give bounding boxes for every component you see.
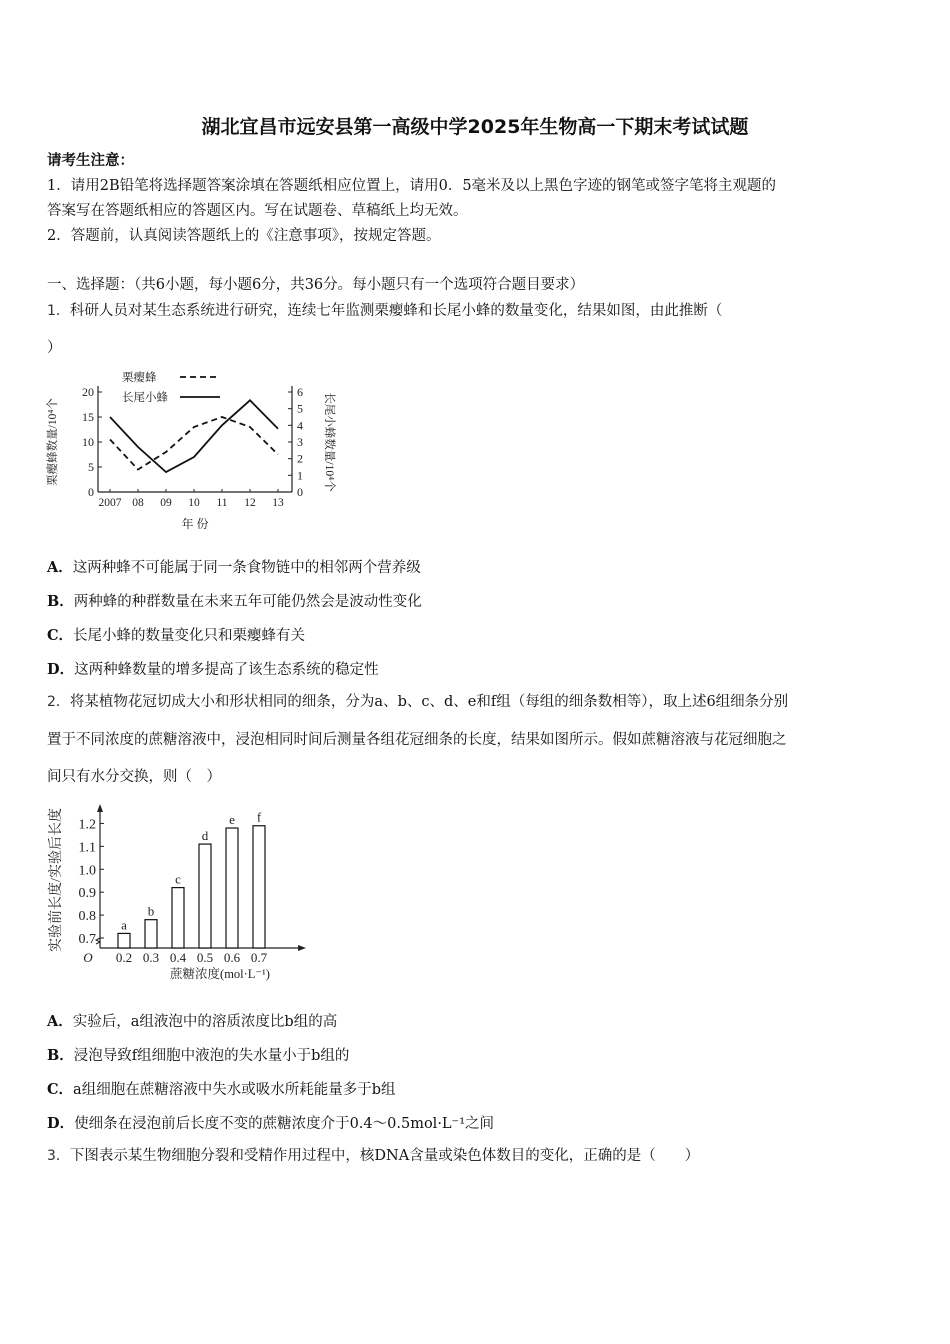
y-tick-label: 0.7 — [78, 932, 96, 947]
left-tick-label: 15 — [82, 410, 94, 424]
right-tick-label: 3 — [297, 435, 303, 449]
left-tick-label: 10 — [82, 435, 94, 449]
bar — [253, 826, 265, 948]
bar-label: b — [147, 903, 155, 919]
x-tick-label: 08 — [132, 497, 144, 509]
x-tick-label: 10 — [188, 497, 200, 509]
left-tick-label: 0 — [88, 485, 94, 499]
right-tick-label: 2 — [297, 451, 303, 466]
option-key: B． — [47, 1047, 74, 1064]
bar — [172, 888, 184, 948]
option-key: C． — [47, 1081, 74, 1098]
question-1-number: 1． — [47, 303, 70, 319]
option-text: 浸泡导致f组细胞中液泡的失水量小于b组的 — [73, 1048, 350, 1064]
question-3-stem — [47, 1146, 907, 1166]
right-y-axis-label: 长尾小蜂数量/10⁴个 — [323, 392, 335, 492]
bar — [199, 844, 211, 948]
x-tick-label: 09 — [160, 497, 172, 509]
bar — [226, 828, 238, 948]
notice-heading: 请考生注意： — [47, 152, 134, 169]
left-tick-label: 5 — [88, 460, 94, 474]
y-axis-arrow-icon — [97, 804, 103, 812]
question-2-stem-line-1: 将某植物花冠切成大小和形状相同的细条，分为a、b、c、d、e和f组（每组的细条数相等），取上述6组细条分别 — [69, 694, 789, 710]
question-1-option-b[interactable] — [47, 590, 422, 611]
x-tick-label: 0.2 — [115, 950, 133, 965]
x-tick-label: 0.4 — [169, 950, 187, 965]
right-tick-label: 6 — [297, 385, 303, 399]
question-2-option-c[interactable] — [47, 1078, 395, 1099]
section-heading: 一、选择题：（共6小题，每小题6分，共36分。每小题只有一个选项符合题目要求） — [47, 277, 585, 293]
y-axis-label: 实验前长度/实验后长度 — [49, 808, 64, 952]
y-tick-label: 1.2 — [78, 817, 96, 833]
option-key: D． — [47, 1115, 75, 1132]
option-key: A． — [47, 559, 73, 576]
question-1-option-a[interactable] — [47, 556, 421, 577]
right-tick-label: 0 — [297, 485, 303, 499]
bar-label: f — [256, 809, 262, 825]
x-axis-label: 蔗糖浓度(mol·L⁻¹) — [170, 967, 270, 981]
right-tick-label: 4 — [297, 418, 303, 433]
question-1-option-c[interactable] — [47, 624, 305, 645]
question-2-option-b[interactable] — [47, 1044, 349, 1065]
bar-label: d — [201, 828, 209, 844]
option-key: A． — [47, 1013, 73, 1030]
legend-label: 栗瘿蜂 — [122, 372, 157, 384]
left-y-axis-label: 栗瘿蜂数量/10⁴个 — [47, 398, 59, 486]
x-axis-arrow-icon — [298, 945, 306, 951]
question-2-stem-line-2: 置于不同浓度的蔗糖溶液中，浸泡相同时间后测量各组花冠细条的长度，结果如图所示。假如蔗糖溶液与花冠细胞之 — [47, 732, 787, 748]
question-2-option-d[interactable] — [47, 1112, 494, 1133]
question-1-stem-line-2: ） — [47, 340, 62, 356]
question-2-option-a[interactable] — [47, 1010, 337, 1031]
series-line-solid — [110, 400, 278, 472]
right-tick-label: 1 — [297, 468, 303, 483]
option-key: C． — [47, 627, 74, 644]
bar — [145, 920, 157, 948]
bar-label: a — [121, 917, 127, 933]
option-text: 这两种蜂不可能属于同一条食物链中的相邻两个营养级 — [72, 560, 421, 576]
notice-item-2: 2．答题前，认真阅读答题纸上的《注意事项》，按规定答题。 — [47, 228, 441, 244]
y-tick-label: 1.0 — [78, 863, 96, 879]
notice-item-1-line-1: 1．请用2B铅笔将选择题答案涂填在答题纸相应位置上，请用0．5毫米及以上黑色字迹的钢笔或签字笔将主观题的 — [47, 178, 777, 194]
y-tick-label: 0.8 — [78, 909, 96, 925]
y-tick-label: 1.1 — [78, 840, 96, 856]
question-3-number: 3． — [47, 1148, 70, 1164]
question-2-number: 2． — [47, 694, 70, 710]
bar — [118, 933, 130, 948]
page-title: 湖北宜昌市远安县第一高级中学2025年生物高一下期末考试试题 — [201, 116, 749, 138]
x-tick-label: 12 — [244, 497, 256, 509]
bar-label: c — [175, 871, 181, 887]
x-tick-label: 13 — [272, 497, 284, 509]
x-tick-label: 0.7 — [250, 950, 268, 965]
notice-item-1-line-2: 答案写在答题纸相应的答题区内。写在试题卷、草稿纸上均无效。 — [47, 203, 468, 219]
option-text: 长尾小蜂的数量变化只和栗瘿蜂有关 — [73, 628, 306, 644]
question-2-stem-line-3: 间只有水分交换，则（ ） — [47, 769, 221, 785]
y-tick-label: 0.9 — [78, 886, 96, 902]
question-1-stem — [47, 301, 907, 321]
question-1-option-d[interactable] — [47, 658, 379, 679]
population-line-chart — [40, 362, 340, 534]
option-key: B． — [47, 593, 74, 610]
left-tick-label: 20 — [82, 385, 94, 399]
origin-label: O — [83, 950, 93, 965]
x-tick-label: 2007 — [98, 497, 122, 509]
x-tick-label: 0.5 — [196, 950, 214, 965]
right-tick-label: 5 — [297, 401, 303, 416]
option-text: a组细胞在蔗糖溶液中失水或吸水所耗能量多于b组 — [73, 1082, 396, 1098]
question-1-stem-line-1: 科研人员对某生态系统进行研究，连续七年监测栗瘿蜂和长尾小蜂的数量变化，结果如图，由此推断（ — [69, 303, 723, 319]
bar-label: e — [229, 812, 235, 828]
option-text: 使细条在浸泡前后长度不变的蔗糖浓度介于0.4～0.5mol·L⁻¹之间 — [74, 1116, 495, 1132]
x-tick-label: 0.6 — [223, 950, 241, 965]
x-axis-label: 年 份 — [181, 517, 209, 531]
option-text: 实验后，a组液泡中的溶质浓度比b组的高 — [72, 1014, 338, 1030]
x-tick-label: 11 — [216, 497, 228, 509]
option-text: 这两种蜂数量的增多提高了该生态系统的稳定性 — [74, 662, 379, 678]
sucrose-bar-chart — [40, 800, 310, 985]
option-text: 两种蜂的种群数量在未来五年可能仍然会是波动性变化 — [73, 594, 422, 610]
question-3-stem-text: 下图表示某生物细胞分裂和受精作用过程中，核DNA含量或染色体数目的变化，正确的是（ ） — [69, 1148, 700, 1164]
legend-label: 长尾小蜂 — [122, 392, 168, 404]
x-tick-label: 0.3 — [142, 950, 160, 965]
question-2-stem — [47, 692, 907, 712]
option-key: D． — [47, 661, 75, 678]
